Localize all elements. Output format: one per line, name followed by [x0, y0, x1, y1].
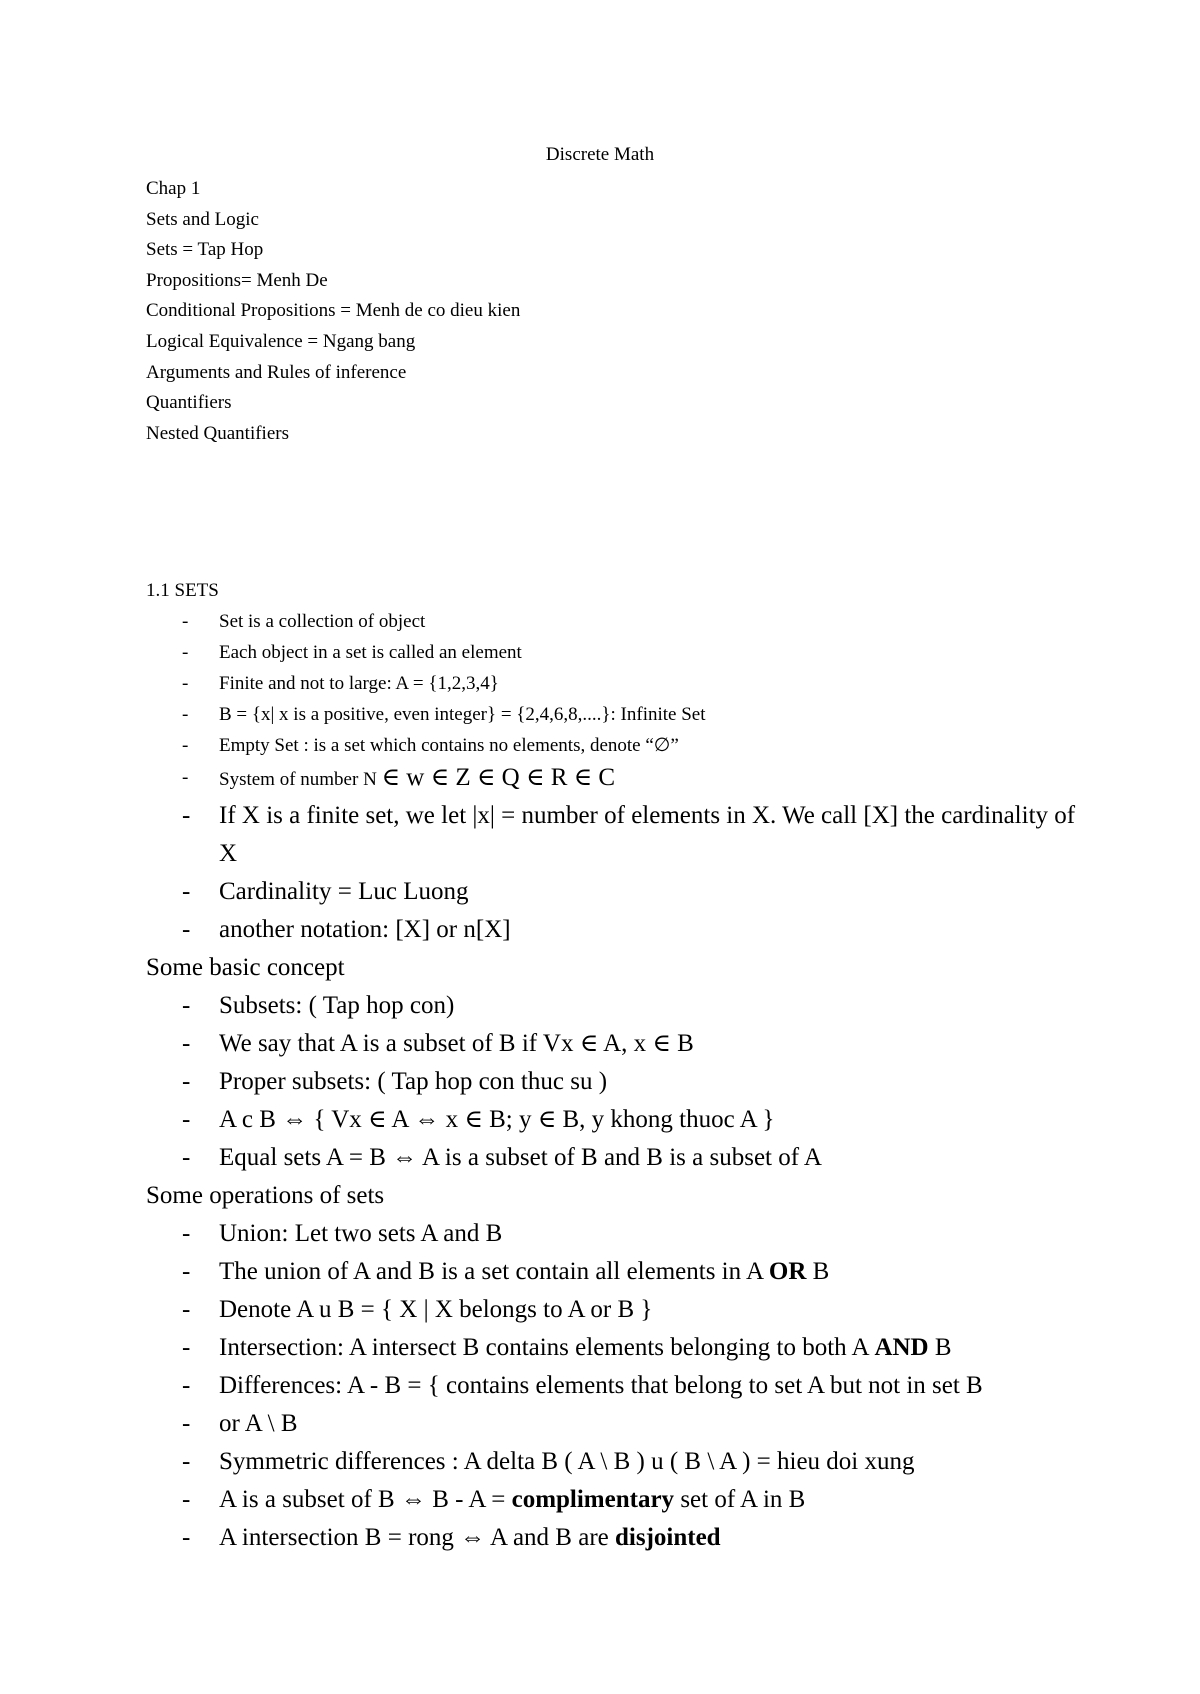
section-title: 1.1 SETS [146, 580, 219, 601]
list-item [146, 1025, 822, 1063]
list-item-text: Finite and not to large: A = {1,2,3,4} [219, 673, 499, 694]
list-item [146, 1063, 822, 1101]
list-item-text: Subsets: ( Tap hop con) [219, 992, 455, 1019]
bullet-dash: - [182, 673, 189, 694]
list-item [146, 730, 706, 761]
list-item [146, 1215, 983, 1253]
list-item-text: Intersection: A intersect B contains elements belonging to both A [219, 1334, 875, 1361]
list-item [146, 761, 706, 795]
list-item-text: Proper subsets: ( Tap hop con thuc su ) [219, 1068, 608, 1095]
bullet-dash: - [182, 704, 189, 725]
list-item-text: another notation: [X] or n[X] [219, 916, 511, 943]
outline-item: Chap 1 [146, 178, 201, 199]
outline-item: Quantifiers [146, 392, 232, 414]
list-item-text: Cardinality = Luc Luong [219, 878, 469, 905]
list-item-text: B [806, 1258, 830, 1285]
operations-list [146, 1215, 983, 1557]
list-item [146, 1443, 983, 1481]
operations-heading: Some operations of sets [146, 1182, 385, 1209]
list-item-text: A intersection B = rong ⇔ A and B are [219, 1524, 615, 1551]
list-item-text: B [928, 1334, 952, 1361]
outline-item: Sets = Tap Hop [146, 239, 264, 261]
outline-item: Logical Equivalence = Ngang bang [146, 330, 416, 352]
bullet-dash: - [182, 1410, 191, 1437]
bullet-dash: - [182, 916, 191, 943]
list-item [146, 1481, 983, 1519]
bullet-dash: - [182, 1486, 191, 1513]
bullet-dash: - [182, 735, 189, 756]
list-item [146, 606, 706, 637]
bullet-dash: - [182, 1068, 191, 1095]
list-item [146, 1367, 983, 1405]
list-item-text: set of A in B [674, 1486, 806, 1513]
list-item-text: A c B ⇔ { Vx ∈ A ⇔ x ∈ B; y ∈ B, y khong thuoc A } [219, 1106, 775, 1133]
list-item-text: Symmetric differences : A delta B ( A \ B ) u ( B \ A ) = hieu doi xung [219, 1448, 915, 1475]
number-system-label: System of number N [219, 769, 377, 790]
emphasis-text: disjointed [614, 1524, 721, 1551]
bullet-dash: - [182, 1030, 191, 1057]
bullet-dash: - [182, 642, 189, 663]
chapter-outline [146, 174, 520, 449]
list-item-text: Set is a collection of object [219, 611, 426, 632]
emphasis-text: complimentary [511, 1486, 675, 1513]
document-title: Discrete Math [545, 144, 655, 165]
list-item-text: or A \ B [219, 1410, 298, 1437]
outline-item: Sets and Logic [146, 208, 259, 230]
list-item-text: Each object in a set is called an element [219, 642, 522, 663]
bullet-dash: - [182, 992, 191, 1019]
bullet-dash: - [182, 1372, 191, 1399]
list-item [146, 1139, 822, 1177]
list-item [146, 668, 706, 699]
list-item-text: The union of A and B is a set contain all elements in A [219, 1258, 769, 1285]
sets-bullet-list [146, 606, 706, 795]
list-item-text: Differences: A - B = { contains elements that belong to set A but not in set B [219, 1372, 983, 1399]
list-item-text: If X is a finite set, we let |x| = number of elements in X. We call [X] the cardinality of X [219, 802, 1076, 867]
emphasis-text: AND [874, 1334, 929, 1361]
list-item [146, 987, 822, 1025]
list-item [146, 1291, 983, 1329]
list-item [146, 1253, 983, 1291]
list-item-text: We say that A is a subset of B if Vx ∈ A, x ∈ B [219, 1030, 694, 1057]
list-item-text: Equal sets A = B ⇔ A is a subset of B and B is a subset of A [219, 1144, 822, 1171]
list-item-text: Empty Set : is a set which contains no elements, denote “∅” [219, 735, 679, 756]
list-item [146, 797, 1089, 873]
bullet-dash: - [182, 878, 191, 905]
list-item [146, 637, 706, 668]
list-item-text: Union: Let two sets A and B [219, 1220, 503, 1247]
basic-concept-list [146, 987, 822, 1177]
bullet-dash: - [182, 1106, 191, 1133]
basic-concept-heading: Some basic concept [146, 954, 345, 981]
list-item [146, 1329, 983, 1367]
bullet-dash: - [182, 1258, 191, 1285]
outline-item: Conditional Propositions = Menh de co dieu kien [146, 300, 521, 322]
list-item [146, 1101, 822, 1139]
bullet-dash: - [182, 1144, 191, 1171]
list-item-text: B = {x| x is a positive, even integer} = {2,4,6,8,....}: Infinite Set [219, 704, 706, 725]
outline-item: Arguments and Rules of inference [146, 361, 407, 383]
number-system-symbols: ∈ w ∈ Z ∈ Q ∈ R ∈ C [381, 764, 616, 791]
outline-item: Nested Quantifiers [146, 422, 289, 444]
outline-item: Propositions= Menh De [146, 269, 328, 291]
list-item [146, 911, 1089, 949]
list-item-text: A is a subset of B ⇔ B - A = [219, 1486, 512, 1513]
bullet-dash: - [182, 1524, 191, 1551]
bullet-dash: - [182, 1334, 191, 1361]
list-item [146, 1405, 983, 1443]
bullet-dash: - [182, 1296, 191, 1323]
list-item [146, 699, 706, 730]
bullet-dash: - [182, 611, 189, 632]
list-item [146, 873, 1089, 911]
bullet-dash: - [182, 1220, 191, 1247]
emphasis-text: OR [768, 1258, 807, 1285]
list-item [146, 1519, 983, 1557]
cardinality-bullet-list [146, 797, 1089, 949]
bullet-dash: - [182, 1448, 191, 1475]
list-item-text: Denote A u B = { X | X belongs to A or B } [219, 1296, 653, 1323]
bullet-dash: - [182, 802, 191, 829]
bullet-dash: - [182, 767, 189, 788]
